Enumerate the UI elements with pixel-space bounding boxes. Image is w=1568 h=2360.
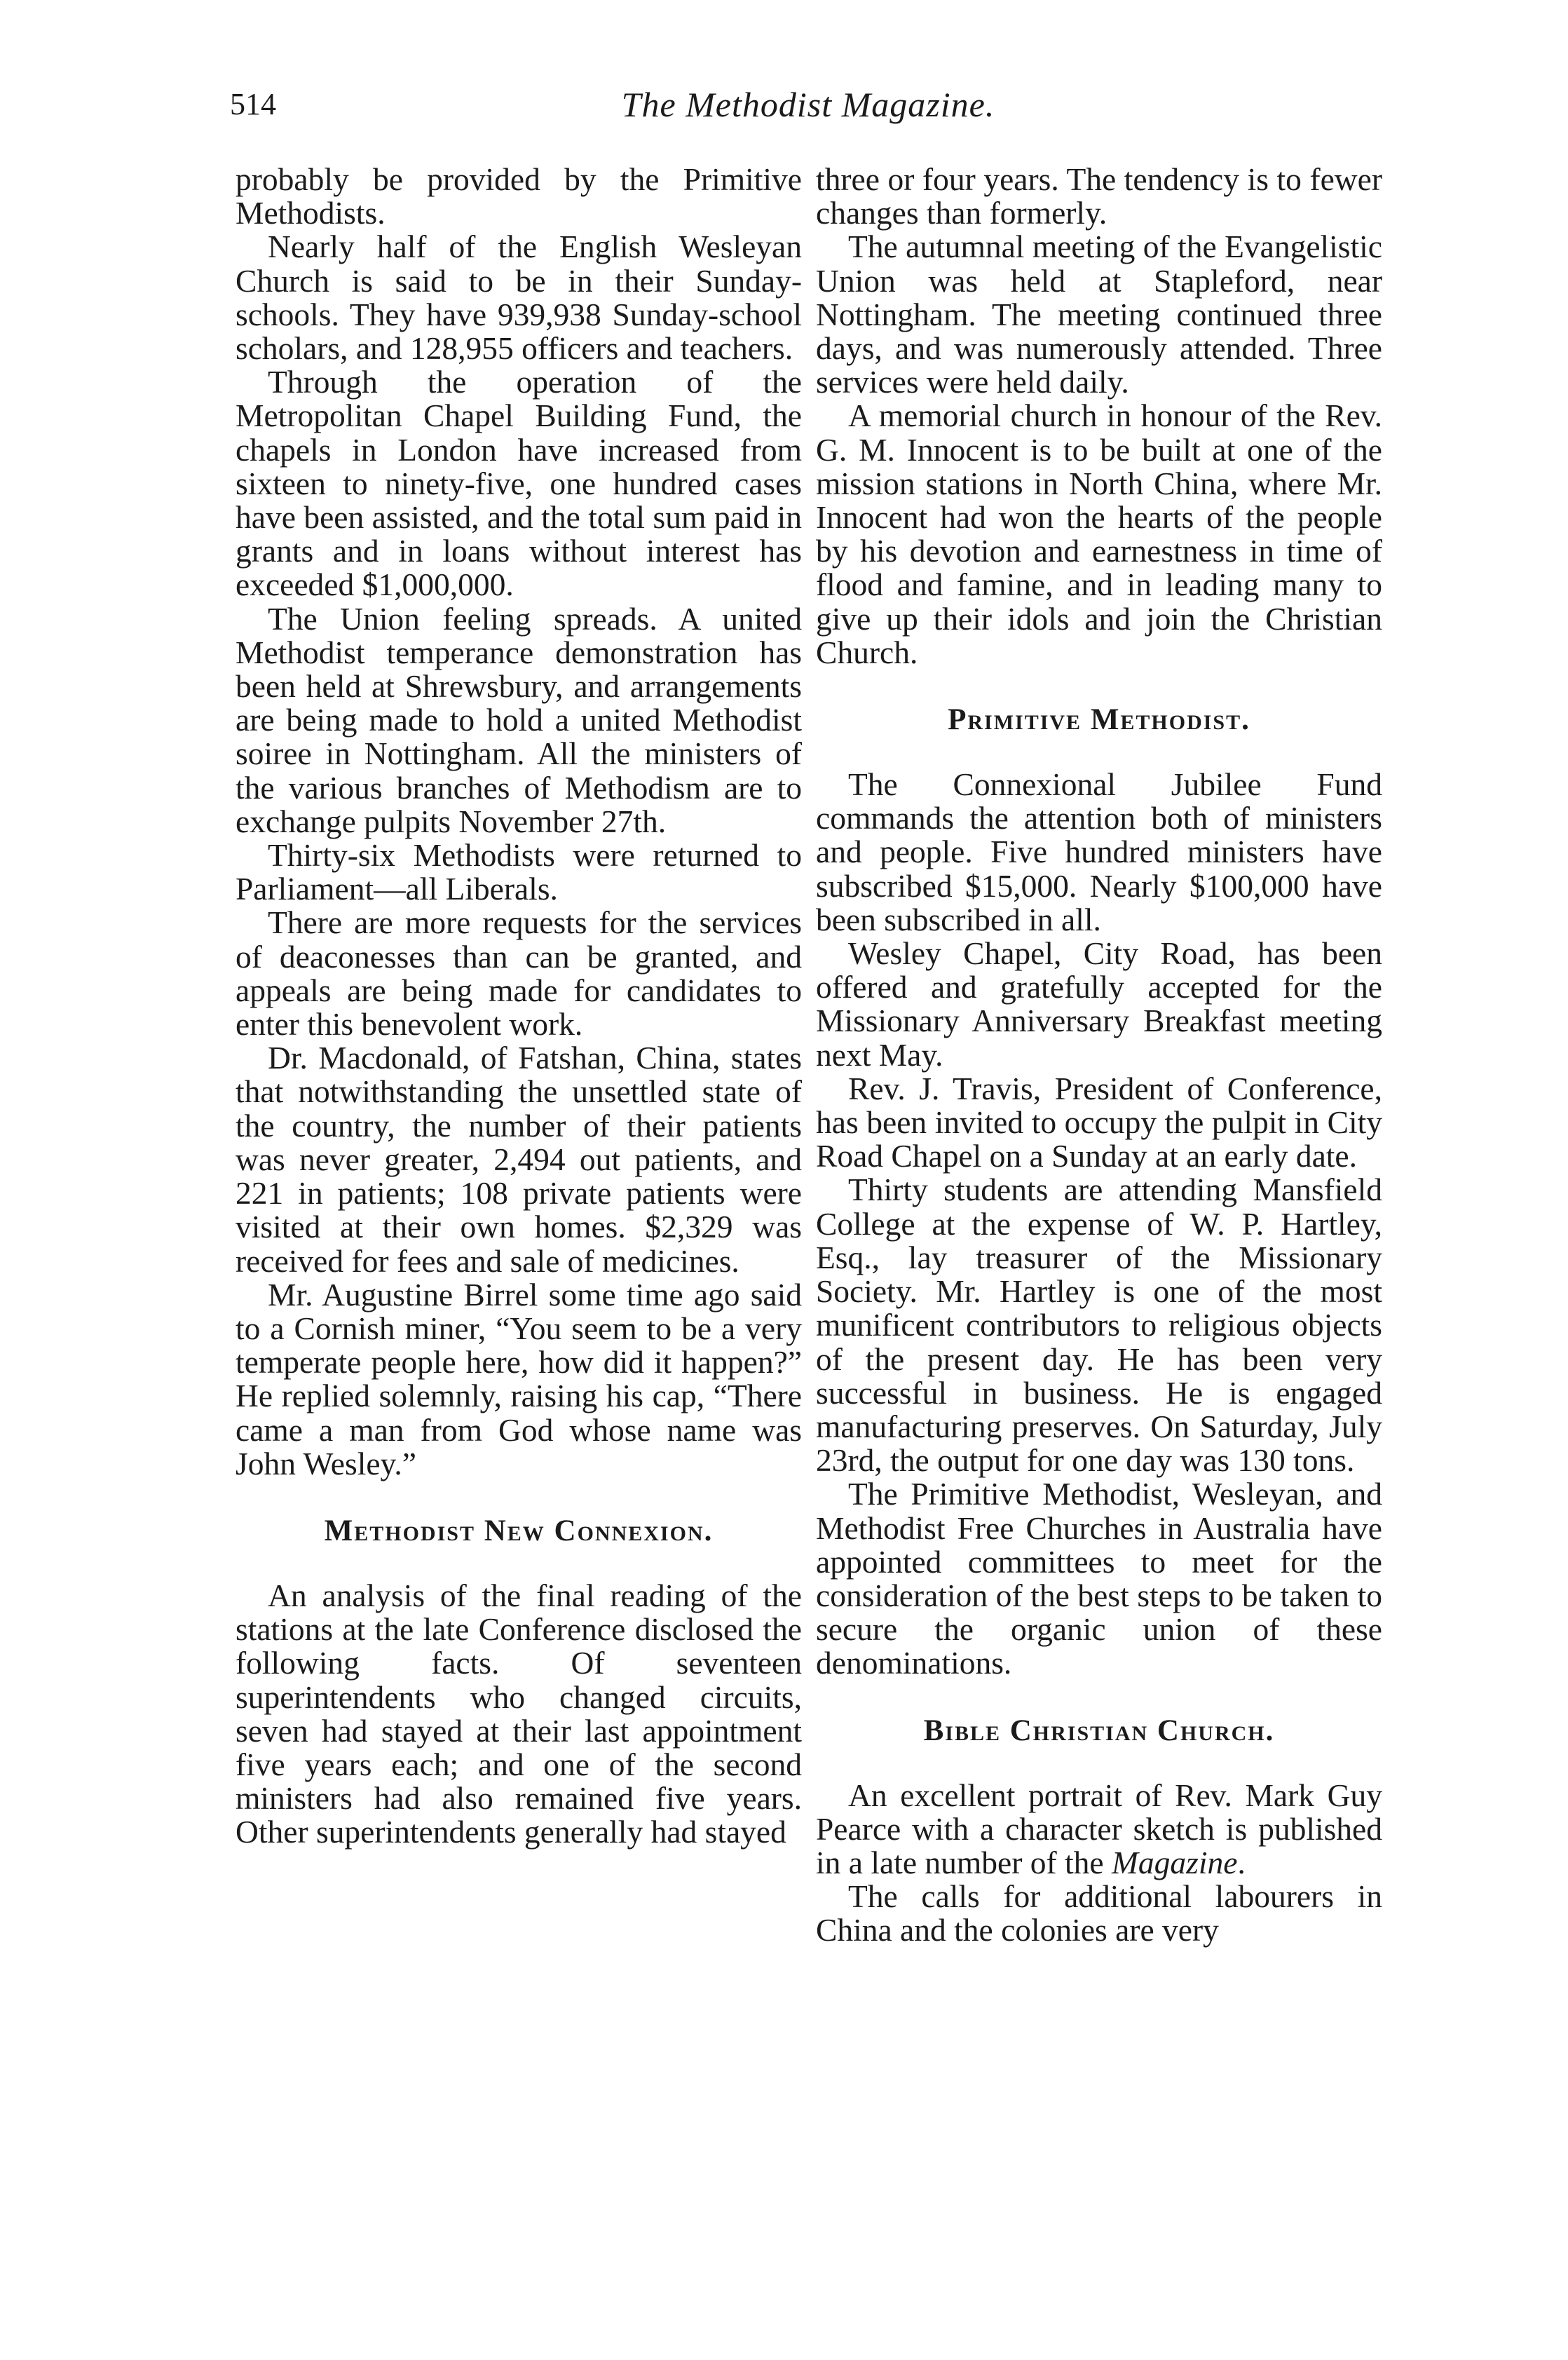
- paragraph: There are more requests for the services of deaconesses than can be granted, and appeals are being made for candidates to enter this benevolent work.: [236, 904, 802, 1043]
- paragraph: The autumnal meeting of the Evangelistic Union was held at Stapleford, near Nottingham. The meeting continued three days, and was numerously attended. Three services were held daily.: [816, 229, 1382, 400]
- paragraph: The Connexional Jubilee Fund commands the attention both of ministers and people. Five hundred ministers have subscribed $15,000. Nearly $100,000 have been subscribed in all.: [816, 766, 1382, 937]
- right-column: [816, 163, 1382, 1948]
- section-heading-bible-christian-church: Bible Christian Church.: [923, 1714, 1275, 1747]
- magazine-title-italic: Magazine: [1112, 1844, 1238, 1880]
- paragraph: An analysis of the final reading of the stations at the late Conference disclosed the following facts. Of seventeen superintendents who changed circuits, seven had stayed at their last appointment five years each; and one of the second ministers had also remained five years. Other superintendents generally had stayed: [236, 1577, 802, 1850]
- paragraph: Wesley Chapel, City Road, has been offered and gratefully accepted for the Missionary Anniversary Breakfast meeting next May.: [816, 935, 1382, 1073]
- paragraph: Rev. J. Travis, President of Conference, has been invited to occupy the pulpit in City Road Chapel on a Sunday at an early date.: [816, 1070, 1382, 1174]
- paragraph: Thirty-six Methodists were returned to Parliament—all Liberals.: [236, 837, 802, 907]
- paragraph: three or four years. The tendency is to fewer changes than formerly.: [816, 161, 1382, 231]
- section-heading-methodist-new-connexion: Methodist New Connexion.: [324, 1514, 714, 1547]
- section-heading-primitive-methodist: Primitive Methodist.: [948, 703, 1250, 737]
- running-title: The Methodist Magazine.: [621, 85, 995, 124]
- paragraph: Through the operation of the Metropolitan Chapel Building Fund, the chapels in London have increased from sixteen to ninety-five, one hundred cases have been assisted, and the total sum paid in grants and in loans without interest has exceeded $1,000,000.: [236, 364, 802, 603]
- paragraph: Dr. Macdonald, of Fatshan, China, states that notwithstanding the unsettled state of the country, the number of their patients was never greater, 2,494 out patients, and 221 in patients; 108 private patients were visited at their own homes. $2,329 was received for fees and sale of medicines.: [236, 1040, 802, 1279]
- paragraph: Nearly half of the English Wesleyan Church is said to be in their Sunday-schools. They have 939,938 Sunday-school scholars, and 128,955 officers and teachers.: [236, 229, 802, 367]
- paragraph: The calls for additional labourers in China and the colonies are very: [816, 1878, 1382, 1948]
- page-header: [230, 73, 1386, 136]
- page-number: 514: [230, 87, 276, 121]
- left-column: [236, 163, 802, 1850]
- paragraph-text: .: [1237, 1844, 1246, 1880]
- paragraph: [816, 1779, 1382, 1880]
- paragraph: A memorial church in honour of the Rev. G. M. Innocent is to be built at one of the mission stations in North China, where Mr. Innocent had won the hearts of the people by his devotion and earnestness in time of flood and famine, and in leading many to give up their idols and join the Christian Church.: [816, 398, 1382, 670]
- paragraph: Thirty students are attending Mansfield College at the expense of W. P. Hartley, Esq., lay treasurer of the Missionary Society. Mr. Hartley is one of the most munificent contributors to religious objects of the present day. He has been very successful in business. He is engaged manufacturing preserves. On Saturday, July 23rd, the output for one day was 130 tons.: [816, 1172, 1382, 1479]
- paragraph-text: An excellent portrait of Rev. Mark Guy Pearce with a character sketch is published in a late number of the: [816, 1777, 1382, 1880]
- paragraph: The Primitive Methodist, Wesleyan, and Methodist Free Churches in Australia have appointed committees to meet for the consideration of the best steps to be taken to secure the organic union of these denominations.: [816, 1476, 1382, 1681]
- paragraph: probably be provided by the Primitive Methodists.: [236, 161, 802, 231]
- paragraph: The Union feeling spreads. A united Methodist temperance demonstration has been held at Shrewsbury, and arrangements are being made to hold a united Methodist soiree in Nottingham. All the ministers of the various branches of Methodism are to exchange pulpits November 27th.: [236, 600, 802, 839]
- paragraph: Mr. Augustine Birrel some time ago said to a Cornish miner, “You seem to be a very temperate people here, how did it happen?” He replied solemnly, raising his cap, “There came a man from God whose name was John Wesley.”: [236, 1276, 802, 1481]
